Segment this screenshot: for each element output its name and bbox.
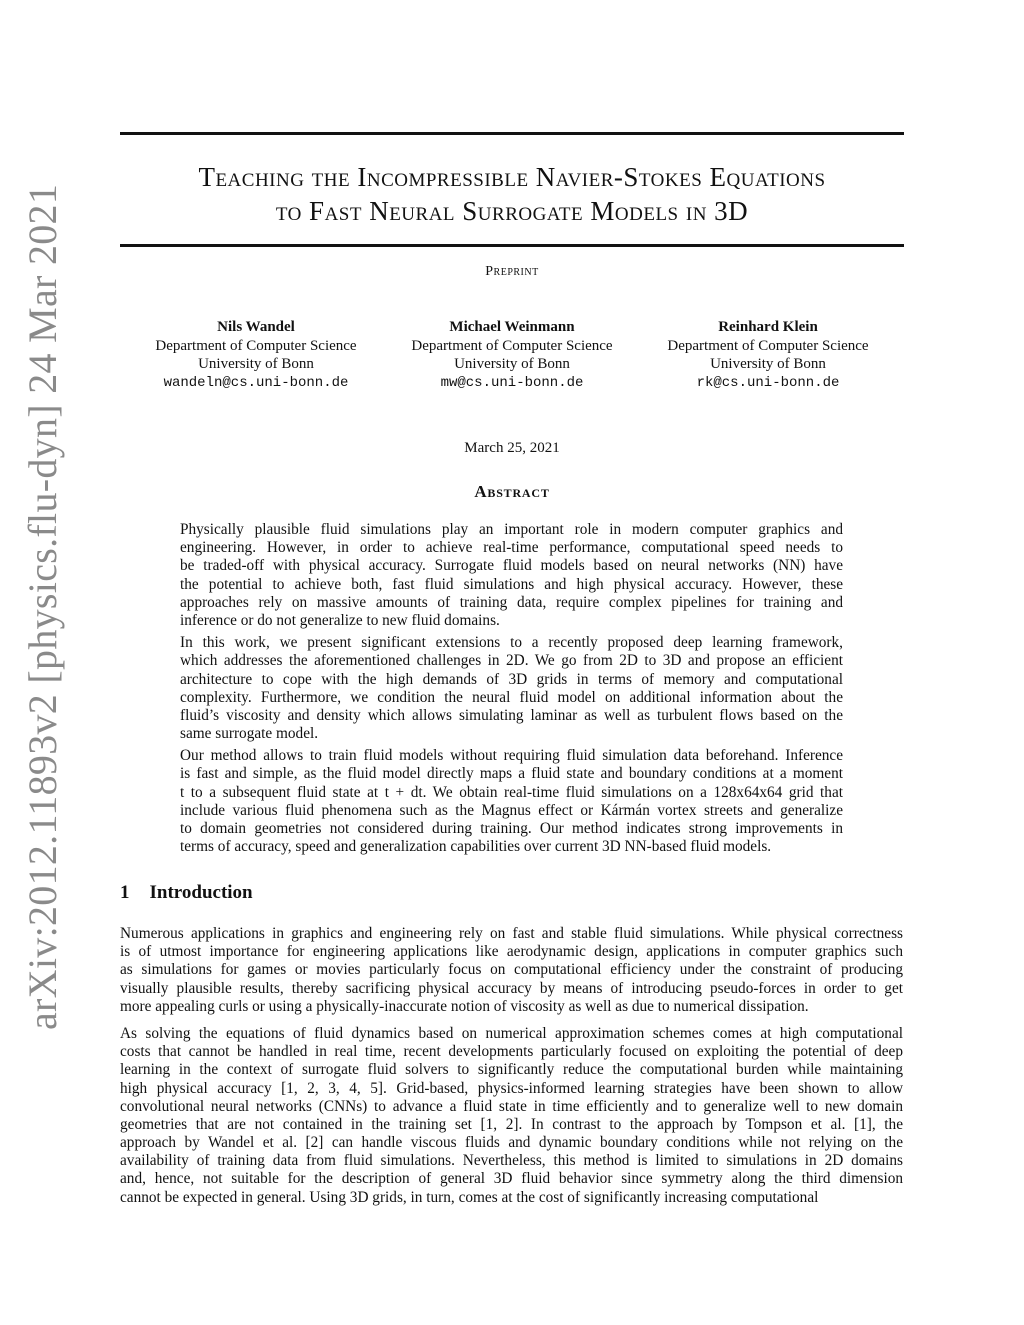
paragraph bbox=[180, 634, 843, 743]
title-bottom-rule bbox=[120, 244, 904, 247]
author-dept: Department of Computer Science bbox=[155, 337, 357, 354]
paragraph bbox=[180, 521, 843, 630]
date: March 25, 2021 bbox=[464, 440, 560, 456]
author-name: Reinhard Klein bbox=[718, 319, 818, 335]
arxiv-stamp: arXiv:2012.11893v2 [physics.flu-dyn] 24 Mar 2021 bbox=[20, 183, 65, 1030]
abstract-heading: Abstract bbox=[474, 482, 550, 501]
paper-title bbox=[100, 160, 924, 228]
title-line-2: to Fast Neural Surrogate Models in 3D bbox=[275, 196, 749, 226]
paragraph bbox=[180, 747, 843, 856]
text-line: Physically plausible fluid simulations play an important role in modern computer graphics and bbox=[180, 521, 843, 538]
section-number: 1 bbox=[120, 882, 130, 903]
paragraph bbox=[120, 1025, 903, 1207]
author-block bbox=[382, 318, 642, 392]
text-line: as simulations for games or movies particularly focus on computational efficiency under the constraint of producing bbox=[120, 961, 903, 979]
text-line: learning in the context of surrogate fluid solvers to significantly reduce the computational burden while maintaining bbox=[120, 1061, 903, 1079]
text-line: fluid’s viscosity and density which allows simulating laminar as well as turbulent flows based on the bbox=[180, 706, 843, 724]
text-line: is fast and simple, as the fluid model directly maps a fluid state and boundary conditions at a moment bbox=[180, 765, 843, 783]
text-line: to domain geometries not considered during training. Our method indicates strong improvements in bbox=[180, 820, 843, 837]
author-univ: University of Bonn bbox=[710, 356, 826, 372]
text-line: which addresses the aforementioned challenges in 2D. We go from 2D to 3D and propose an efficient bbox=[180, 652, 843, 670]
text-line: approach by Wandel et al. [2] can handle viscous fluids and dynamic boundary conditions while not relying on the bbox=[120, 1134, 903, 1152]
text-line: architecture to cope with the high demands of 3D grids in terms of memory and computational bbox=[180, 670, 843, 688]
author-univ: University of Bonn bbox=[454, 356, 570, 372]
author-dept: Department of Computer Science bbox=[667, 337, 869, 354]
text-line: is of utmost importance for engineering applications like aerodynamic design, applications in computer graphics such bbox=[120, 943, 903, 961]
text-line: include various fluid phenomena such as the Magnus effect or Kármán vortex streets and generalize bbox=[180, 801, 843, 819]
text-line: high physical accuracy [1, 2, 3, 4, 5]. Grid-based, physics-informed learning strategies have been shown to allow bbox=[120, 1079, 903, 1097]
author-name: Michael Weinmann bbox=[449, 319, 575, 335]
title-line-1: Teaching the Incompressible Navier-Stokes Equations bbox=[198, 162, 826, 192]
author-block bbox=[638, 318, 898, 392]
author-block bbox=[126, 318, 386, 392]
text-line: same surrogate model. bbox=[180, 725, 319, 743]
author-dept: Department of Computer Science bbox=[411, 337, 613, 354]
text-line: complexity. Furthermore, we condition the neural fluid model on additional information about the bbox=[180, 688, 843, 706]
text-line: inference or do not generalize to new fluid domains. bbox=[180, 611, 500, 629]
text-line: t to a subsequent fluid state at t + dt. We obtain real-time fluid simulations on a 128x64x64 grid that bbox=[180, 783, 843, 801]
text-line: costs that cannot be handled in real time, recent developments particularly focused on exploiting the potential of deep bbox=[120, 1043, 903, 1061]
author-name: Nils Wandel bbox=[217, 319, 295, 335]
text-line: convolutional neural networks (CNNs) to advance a fluid state in time efficiently and to generalize well to new domain bbox=[120, 1097, 903, 1115]
text-line: Numerous applications in graphics and engineering rely on fast and stable fluid simulations. While physical correctness bbox=[120, 925, 903, 942]
abstract-body bbox=[180, 521, 843, 860]
text-line: As solving the equations of fluid dynamics based on numerical approximation schemes comes at high computational bbox=[120, 1024, 903, 1042]
author-email[interactable]: wandeln@cs.uni-bonn.de bbox=[163, 374, 349, 391]
text-line: In this work, we present significant extensions to a recently proposed deep learning framework, bbox=[180, 634, 843, 652]
top-rule bbox=[120, 132, 904, 135]
text-line: geometries that are not contained in the training set [1, 2]. In contrast to the approach by Tompson et al. [1], the bbox=[120, 1115, 903, 1133]
intro-body bbox=[120, 925, 903, 1216]
text-line: visually plausible results, thereby sacrificing physical accuracy by means of introducing pseudo-forces in order to get bbox=[120, 979, 903, 997]
text-line: engineering. However, in order to achieve real-time performance, computational speed needs to bbox=[180, 539, 843, 557]
text-line: be traded-off with physical accuracy. Surrogate fluid models based on neural networks (NN) have bbox=[180, 557, 843, 575]
paragraph bbox=[120, 925, 903, 1016]
text-line: Our method allows to train fluid models without requiring fluid simulation data beforehand. Inference bbox=[180, 747, 843, 765]
text-line: availability of training data from fluid simulations. Nevertheless, this method is limited to simulations in 2D domains bbox=[120, 1152, 903, 1170]
text-line: the potential to achieve both, fast fluid simulations and high physical accuracy. However, these bbox=[180, 575, 843, 593]
section-title: Introduction bbox=[149, 882, 253, 903]
author-univ: University of Bonn bbox=[198, 356, 314, 372]
text-line: cannot be expected in general. Using 3D grids, in turn, comes at the cost of significantly increasing computational bbox=[120, 1188, 819, 1206]
text-line: approaches rely on massive amounts of training data, require complex pipelines for training and bbox=[180, 593, 843, 611]
text-line: more appealing curls or using a physically-inaccurate notion of viscosity as well as due to numerical dissipation. bbox=[120, 997, 809, 1015]
text-line: and, hence, not suitable for the description of general 3D fluid behavior since symmetry along the third dimension bbox=[120, 1170, 903, 1188]
text-line: terms of accuracy, speed and generalization capabilities over current 3D NN-based fluid models. bbox=[180, 838, 772, 856]
author-email[interactable]: rk@cs.uni-bonn.de bbox=[696, 374, 840, 391]
author-email[interactable]: mw@cs.uni-bonn.de bbox=[440, 374, 584, 391]
preprint-label: Preprint bbox=[485, 264, 539, 279]
section-heading bbox=[120, 882, 273, 904]
